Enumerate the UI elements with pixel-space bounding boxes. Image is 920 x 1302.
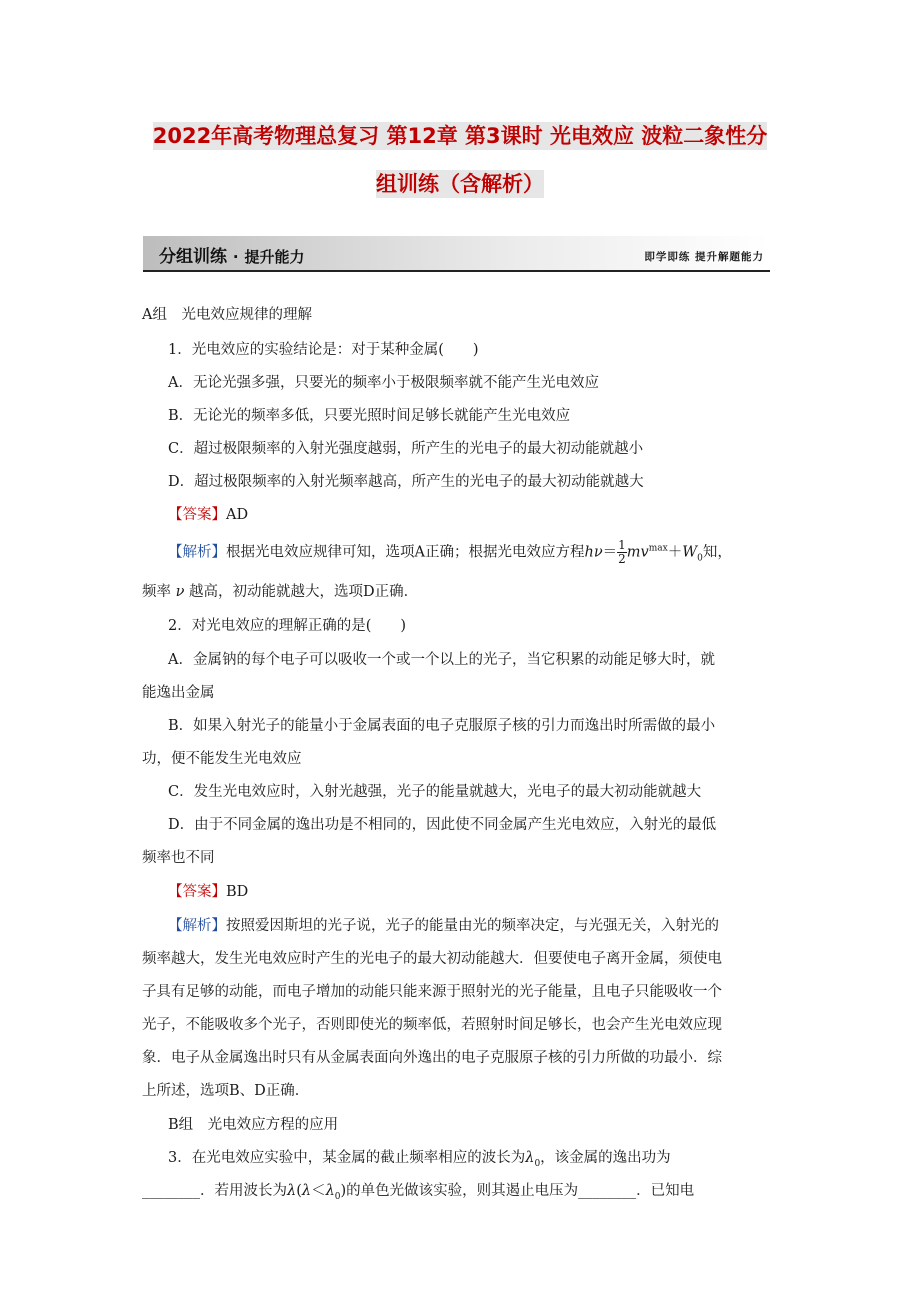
explanation-tag: 【解析】 [168, 918, 226, 934]
q2-option-a-line2: 能逸出金属 [142, 685, 215, 701]
doc-title-line2: 组训练（含解析） [376, 172, 544, 196]
q2-explanation-line1: 【解析】按照爱因斯坦的光子说，光子的能量由光的频率决定，与光强无关，入射光的 [168, 918, 719, 934]
section-banner [143, 236, 770, 272]
q2-stem: 2．对光电效应的理解正确的是( ) [168, 618, 407, 634]
explanation-tag: 【解析】 [168, 544, 226, 561]
blank-work-function: ________ [142, 1183, 200, 1199]
q2-explanation-line6: 上所述，选项B、D正确． [142, 1083, 310, 1099]
q2-explanation-line2: 频率越大，发生光电效应时产生的光电子的最大初动能越大．但要使电子离开金属，须使电 [142, 951, 722, 967]
q3-line2: ________．若用波长为$\lambda(\lambda<\lambda_0)$的单色光做该实验，则其遏止电压为________．已知电 [142, 1183, 695, 1202]
q1-explanation-line2: 频率 ν 越高，初动能就越大，选项D正确． [142, 584, 419, 600]
q2-option-c: C．发生光电效应时，入射光越强，光子的能量就越大，光电子的最大初动能就越大 [168, 784, 702, 800]
q1-answer: 【答案】AD [168, 507, 249, 523]
fraction-one-half: $\frac{1}{2}$ [618, 538, 626, 566]
q1-explanation-line1: 【解析】根据光电效应规律可知，选项A正确；根据光电效应方程hν＝ $\frac{1}{2}$ $mv^{max}+W_0$知， [168, 538, 732, 566]
blank-stopping-voltage: ________ [578, 1183, 637, 1199]
group-b-heading: B组 光电效应方程的应用 [168, 1117, 339, 1133]
q3-line1: 3．在光电效应实验中，某金属的截止频率相应的波长为$\lambda_0$，该金属的逸出功为 [168, 1150, 671, 1169]
q2-option-a-line1: A．金属钠的每个电子可以吸收一个或一个以上的光子，当它积累的动能足够大时，就 [168, 652, 715, 668]
q2-option-b-line1: B．如果入射光子的能量小于金属表面的电子克服原子核的引力而逸出时所需做的最小 [168, 718, 716, 734]
doc-title-line1: 2022年高考物理总复习 第12章 第3课时 光电效应 波粒二象性分 [152, 124, 768, 148]
answer-tag: 【答案】 [168, 884, 226, 900]
answer-tag: 【答案】 [168, 507, 226, 523]
q2-option-d-line2: 频率也不同 [142, 850, 215, 866]
q1-stem: 1．光电效应的实验结论是：对于某种金属( ) [168, 342, 479, 358]
q1-option-b: B．无论光的频率多低，只要光照时间足够长就能产生光电效应 [168, 408, 571, 424]
group-a-heading: A组 光电效应规律的理解 [142, 307, 312, 323]
q2-option-b-line2: 功，便不能发生光电效应 [142, 751, 302, 767]
banner-right-text: 即学即练 提升解题能力 [644, 251, 764, 263]
q2-answer: 【答案】BD [168, 884, 249, 900]
q2-explanation-line3: 子具有足够的动能，而电子增加的动能只能来源于照射光的光子能量，且电子只能吸收一个 [142, 984, 722, 1000]
q2-explanation-line5: 象．电子从金属逸出时只有从金属表面向外逸出的电子克服原子核的引力所做的功最小．综 [142, 1050, 722, 1066]
q2-explanation-line4: 光子，不能吸收多个光子，否则即使光的频率低，若照射时间足够长，也会产生光电效应现 [142, 1017, 722, 1033]
q2-option-d-line1: D．由于不同金属的逸出功是不相同的，因此使不同金属产生光电效应，入射光的最低 [168, 817, 717, 833]
q1-option-d: D．超过极限频率的入射光频率越高，所产生的光电子的最大初动能就越大 [168, 474, 644, 490]
banner-heading: 分组训练 · 提升能力 [159, 247, 305, 267]
q1-option-c: C．超过极限频率的入射光强度越弱，所产生的光电子的最大初动能就越小 [168, 441, 644, 457]
q1-option-a: A．无论光强多强，只要光的频率小于极限频率就不能产生光电效应 [168, 375, 599, 391]
